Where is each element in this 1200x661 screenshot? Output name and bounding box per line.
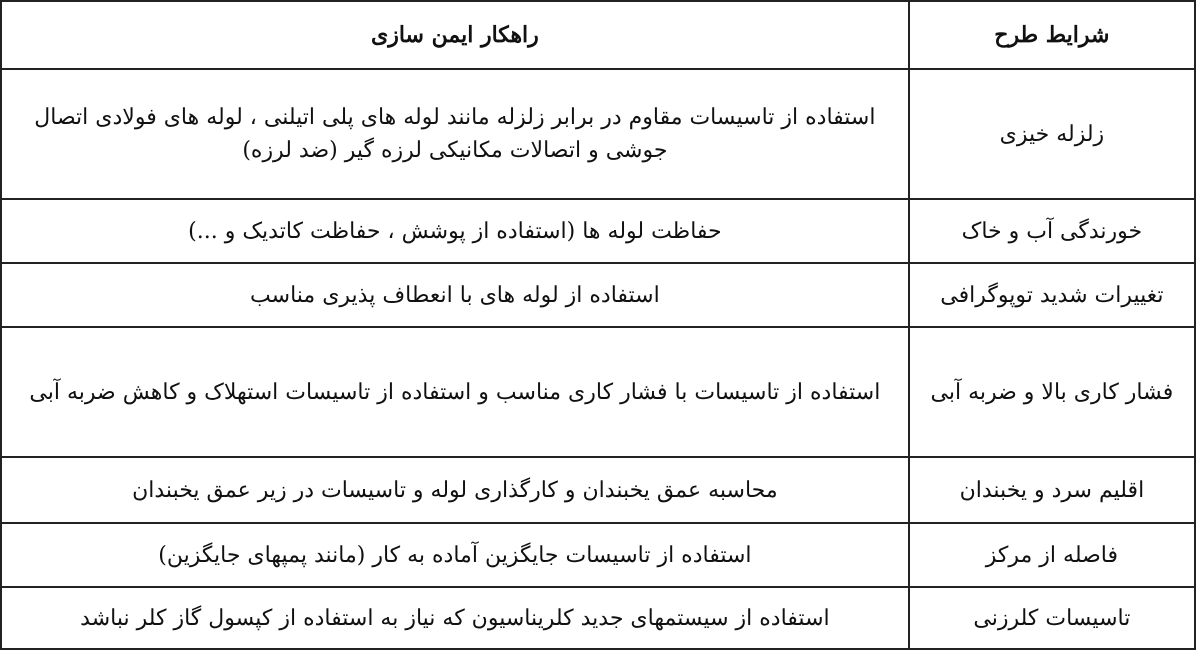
solution-text: استفاده از تاسیسات مقاوم در برابر زلزله مانند لوله های پلی اتیلنی ، لوله های فولادی اتصال جوشی و اتصالات مکانیکی لرزه گیر (ضد لرزه)	[34, 105, 876, 163]
solution-text: استفاده از تاسیسات با فشار کاری مناسب و استفاده از تاسیسات استهلاک و کاهش ضربه آبی	[29, 379, 881, 405]
header-solution: راهکار ایمن سازی	[1, 1, 909, 69]
table-header-row	[1, 1, 1195, 69]
solution-cell	[1, 523, 909, 587]
condition-cell: زلزله خیزی	[909, 69, 1195, 199]
table-row	[1, 263, 1195, 327]
condition-cell: اقلیم سرد و یخبندان	[909, 457, 1195, 523]
table-row	[1, 457, 1195, 523]
condition-cell: تاسیسات کلرزنی	[909, 587, 1195, 649]
header-condition: شرایط طرح	[909, 1, 1195, 69]
table-row	[1, 523, 1195, 587]
table-row	[1, 587, 1195, 649]
solution-text: حفاظت لوله ها (استفاده از پوشش ، حفاظت کاتدیک و ...)	[188, 218, 722, 244]
solution-cell	[1, 199, 909, 263]
solution-cell	[1, 457, 909, 523]
condition-cell: فاصله از مرکز	[909, 523, 1195, 587]
solution-cell	[1, 587, 909, 649]
solution-text: محاسبه عمق یخبندان و کارگذاری لوله و تاسیسات در زیر عمق یخبندان	[132, 477, 778, 503]
table-row	[1, 69, 1195, 199]
solution-text: استفاده از لوله های با انعطاف پذیری مناسب	[250, 282, 660, 308]
solution-cell	[1, 69, 909, 199]
solution-text: استفاده از سیستمهای جدید کلریناسیون که نیاز به استفاده از کپسول گاز کلر نباشد	[80, 605, 830, 631]
condition-cell: فشار کاری بالا و ضربه آبی	[909, 327, 1195, 457]
solution-text: استفاده از تاسیسات جایگزین آماده به کار (مانند پمپهای جایگزین)	[158, 542, 752, 568]
table-row	[1, 199, 1195, 263]
condition-cell: خورندگی آب و خاک	[909, 199, 1195, 263]
solution-cell	[1, 263, 909, 327]
table-row	[1, 327, 1195, 457]
solution-cell	[1, 327, 909, 457]
condition-cell: تغییرات شدید توپوگرافی	[909, 263, 1195, 327]
